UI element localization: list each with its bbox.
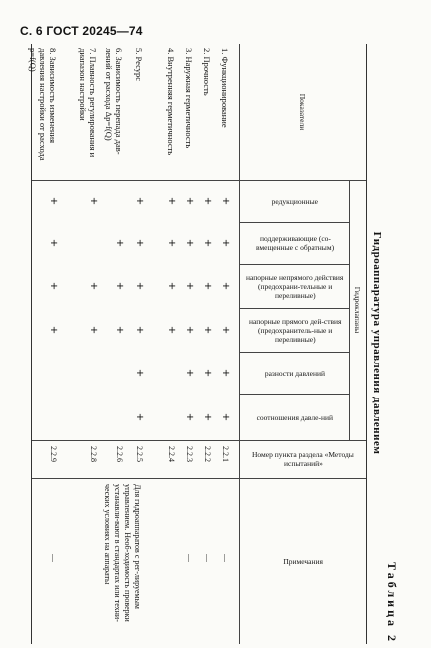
- plus-mark: +: [184, 281, 195, 291]
- plus-mark: +: [184, 238, 195, 248]
- row-note: Для гидроаппаратов с рег-лируемым управлением. Необ-ходимость проверки устанавли-вают в стандартах или техни-ческих условиях на аппараты: [103, 484, 142, 622]
- header-col-5-text: разности давлений: [264, 368, 326, 378]
- plus-mark: +: [184, 196, 195, 206]
- plus-mark: +: [114, 238, 125, 248]
- header-col-2: [240, 222, 350, 264]
- grid-line: [32, 440, 366, 441]
- plus-mark: +: [166, 238, 177, 248]
- header-notes: [240, 478, 366, 644]
- plus-mark: +: [220, 412, 231, 422]
- row-label: 4. Внутренняя герметичность: [166, 48, 176, 156]
- header-method-ref: [240, 440, 366, 478]
- plus-mark: +: [48, 281, 59, 291]
- row-label: 7. Плавность регулирования и диапазон настройки: [78, 48, 98, 158]
- method-ref: 2.2.9: [49, 446, 58, 462]
- method-ref: 2.2.1: [221, 446, 230, 462]
- header-col-1: [240, 180, 350, 222]
- method-ref: 2.2.2: [203, 446, 212, 462]
- plus-mark: +: [220, 325, 231, 335]
- method-ref: 2.2.8: [89, 446, 98, 462]
- grid-line: [240, 308, 350, 309]
- plus-mark: +: [134, 238, 145, 248]
- header-col-1-text: редукционные: [271, 196, 319, 206]
- grid-line: [32, 478, 366, 479]
- grid-line: [240, 352, 350, 353]
- row-label: 6. Зависимость перепада дав-лений от расхода Δp=f(Q): [104, 48, 124, 155]
- plus-mark: +: [184, 368, 195, 378]
- grid-line: [349, 180, 350, 440]
- plus-mark: +: [220, 196, 231, 206]
- plus-mark: +: [220, 368, 231, 378]
- plus-mark: +: [88, 196, 99, 206]
- header-notes-text: Примечания: [283, 556, 323, 566]
- header-group: [350, 180, 366, 440]
- method-ref: 2.2.5: [135, 446, 144, 462]
- method-ref: 2.2.4: [167, 446, 176, 462]
- header-col-4-text: напорные прямого дей-ствия (предохранитель-ные и переливные): [248, 316, 342, 344]
- header-col-2-text: поддерживающие (со-вмещенные с обратным): [255, 234, 335, 252]
- grid-line: [240, 264, 350, 265]
- plus-mark: +: [166, 281, 177, 291]
- plus-mark: +: [166, 325, 177, 335]
- plus-mark: +: [184, 412, 195, 422]
- grid-line: [32, 180, 366, 181]
- plus-mark: +: [88, 325, 99, 335]
- row-label: 5. Ресурс: [134, 48, 144, 82]
- plus-mark: +: [134, 325, 145, 335]
- plus-mark: +: [48, 196, 59, 206]
- plus-mark: +: [202, 196, 213, 206]
- row-note: —: [221, 554, 230, 562]
- plus-mark: +: [134, 281, 145, 291]
- header-col-4: [240, 308, 350, 352]
- grid-line: [240, 222, 350, 223]
- plus-mark: +: [202, 412, 213, 422]
- plus-mark: +: [48, 238, 59, 248]
- plus-mark: +: [134, 196, 145, 206]
- plus-mark: +: [166, 196, 177, 206]
- method-ref: 2.2.6: [115, 446, 124, 462]
- header-group-text: Гидроклапаны: [353, 286, 363, 334]
- rotated-table-sheet: [29, 38, 399, 648]
- method-ref: 2.2.3: [185, 446, 194, 462]
- header-col-3-text: напорные непрямого действия (предохрани-тельные и переливные): [246, 272, 344, 300]
- grid-line: [239, 44, 240, 644]
- plus-mark: +: [202, 238, 213, 248]
- row-note: —: [185, 554, 194, 562]
- row-label: 3. Наружная герметичность: [184, 48, 194, 149]
- plus-mark: +: [114, 325, 125, 335]
- plus-mark: +: [184, 325, 195, 335]
- table-number: Таблица 2: [385, 562, 399, 644]
- row-note: —: [49, 554, 58, 562]
- plus-mark: +: [220, 281, 231, 291]
- header-col-5: [240, 352, 350, 394]
- header-col-3: [240, 264, 350, 308]
- plus-mark: +: [134, 368, 145, 378]
- row-note: —: [203, 554, 212, 562]
- header-indicators: [240, 44, 366, 180]
- row-label: 1. Функционирование: [220, 48, 230, 128]
- plus-mark: +: [202, 368, 213, 378]
- plus-mark: +: [88, 281, 99, 291]
- table-title: Гидроаппаратура управления давлением: [371, 231, 383, 455]
- header-col-6: [240, 394, 350, 440]
- grid-line: [240, 394, 350, 395]
- row-label: 2. Прочность: [202, 48, 212, 96]
- header-indicators-text: Показатели: [298, 93, 308, 131]
- plus-mark: +: [114, 281, 125, 291]
- plus-mark: +: [202, 325, 213, 335]
- header-col-6-text: соотношения давле-ний: [256, 412, 334, 422]
- header-method-ref-text: Номер пункта раздела «Методы испытаний»: [252, 450, 354, 468]
- plus-mark: +: [48, 325, 59, 335]
- data-table: [28, 44, 367, 644]
- plus-mark: +: [202, 281, 213, 291]
- row-label: 8. Зависимость изменения давления настройки от расхода p=f(Q): [28, 48, 58, 161]
- plus-mark: +: [134, 412, 145, 422]
- page-header: С. 6 ГОСТ 20245—74: [20, 24, 143, 38]
- plus-mark: +: [220, 238, 231, 248]
